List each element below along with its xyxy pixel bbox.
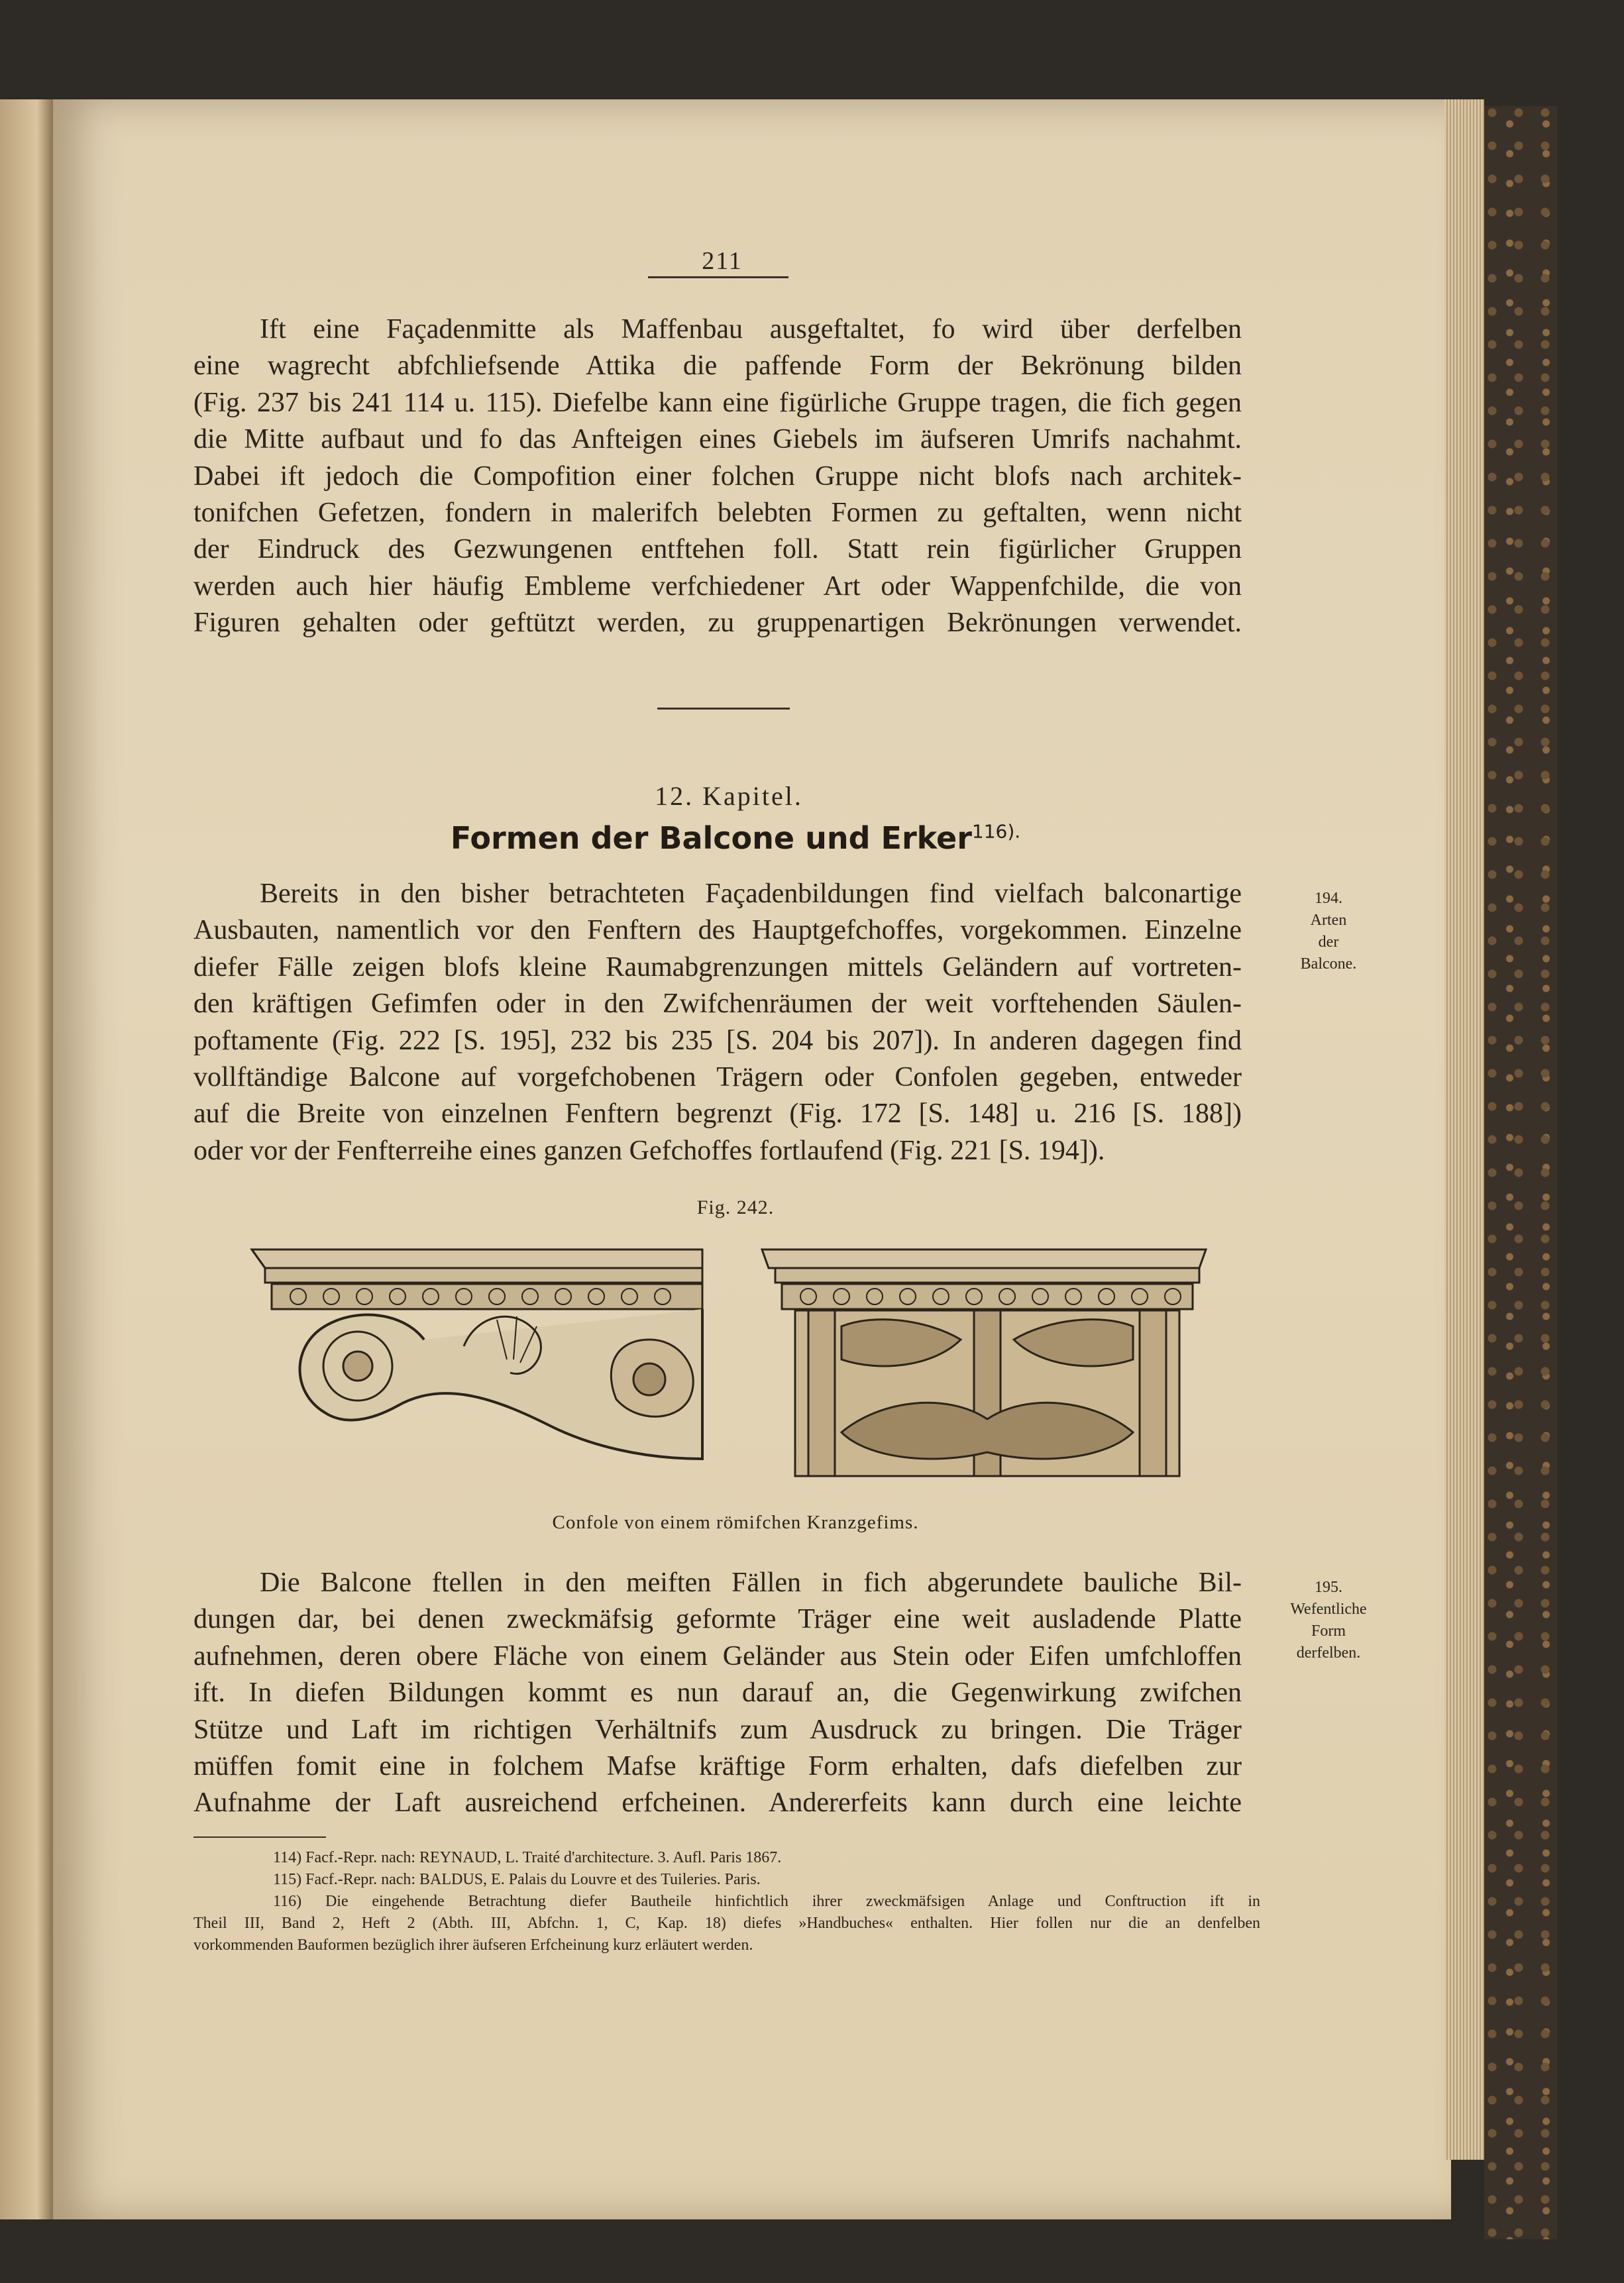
margin-note-line: Wefentliche xyxy=(1290,1601,1367,1618)
side-console-drawing xyxy=(252,1249,702,1459)
text-line: poftamente (Fig. 222 [S. 195], 232 bis 235 [S. 204 bis 207]). In anderen dagegen find xyxy=(193,1025,1242,1056)
footnote-116-continued: Theil III, Band 2, Heft 2 (Abth. III, Abfchn. 1, C, Kap. 18) diefes »Handbuches« enthalten. Hier follen nur die an denfelben xyxy=(193,1915,1260,1932)
paragraph-attika xyxy=(193,311,1242,642)
text-line: werden auch hier häufig Embleme verfchiedener Art oder Wappenfchilde, die von xyxy=(193,570,1242,602)
paragraph-balcone-intro xyxy=(193,876,1242,1169)
page-stack-edge xyxy=(1444,99,1484,2160)
text-line: Ift eine Façadenmitte als Maffenbau ausgeftaltet, fo wird über derfelben xyxy=(260,314,1242,345)
margin-note-line: der xyxy=(1318,933,1339,951)
chapter-title xyxy=(371,820,1100,856)
text-line: aufnehmen, deren obere Fläche von einem Geländer aus Stein oder Eifen umfchloffen xyxy=(193,1640,1242,1672)
chapter-number: 12. Kapitel. xyxy=(655,781,803,811)
chapter-title-text: Formen der Balcone und Erker xyxy=(450,820,972,856)
text-line: der Eindruck des Gezwungenen entftehen foll. Statt rein figürlicher Gruppen xyxy=(193,534,1242,565)
text-line: Ausbauten, namentlich vor den Fenftern des Hauptgefchoffes, vorgekommen. Einzelne xyxy=(193,915,1242,946)
section-divider xyxy=(657,708,790,710)
console-engraving xyxy=(245,1234,1213,1499)
footnote-rule xyxy=(193,1836,326,1838)
text-line: Bereits in den bisher betrachteten Façadenbildungen find vielfach balconartige xyxy=(260,878,1242,909)
margin-note-line: Form xyxy=(1311,1622,1346,1640)
facing-page-edge xyxy=(0,99,53,2219)
text-line: den kräftigen Gefimfen oder in den Zwifchenräumen der weit vorftehenden Säulen- xyxy=(193,988,1242,1020)
margin-note-line: derfelben. xyxy=(1296,1644,1361,1662)
text-line: oder vor der Fenfterreihe eines ganzen Gefchoffes fortlaufend (Fig. 221 [S. 194]). xyxy=(193,1135,1105,1166)
page-number-rule xyxy=(648,276,788,278)
page-number: 211 xyxy=(702,247,743,275)
footnotes xyxy=(193,1847,1260,1956)
footnote-116-end: vorkommenden Bauformen bezüglich ihrer äufseren Erfcheinung kurz erläutert werden. xyxy=(193,1937,753,1954)
margin-note-line: Balcone. xyxy=(1300,955,1357,973)
text-line: Stütze und Laft im richtigen Verhältnifs zum Ausdruck zu bringen. Die Träger xyxy=(193,1714,1242,1745)
margin-note-194 xyxy=(1275,888,1381,975)
text-line: eine wagrecht abfchliefsende Attika die paffende Form der Bekrönung bilden xyxy=(193,350,1242,382)
figure-label: Fig. 242. xyxy=(696,1196,775,1218)
margin-note-line: Arten xyxy=(1310,912,1347,929)
text-line: Aufnahme der Laft ausreichend erfcheinen. Andererfeits kann durch eine leichte xyxy=(193,1787,1242,1819)
text-line: Figuren gehalten oder geftützt werden, zu gruppenartigen Bekrönungen verwendet. xyxy=(193,608,1242,639)
text-line: Die Balcone ftellen in den meiften Fällen in fich abgerundete bauliche Bil- xyxy=(260,1567,1242,1598)
text-line: Dabei ift jedoch die Compofition einer folchen Gruppe nicht blofs nach architek- xyxy=(193,460,1242,492)
margin-note-line: 194. xyxy=(1315,890,1342,907)
text-line: tonifchen Gefetzen, fondern in malerifch belebten Formen zu geftalten, wenn nicht xyxy=(193,498,1242,529)
front-console-drawing xyxy=(762,1249,1206,1476)
text-line: ift. In diefen Bildungen kommt es nun darauf an, die Gegenwirkung zwifchen xyxy=(193,1677,1242,1709)
text-line: die Mitte aufbaut und fo das Anfteigen eines Giebels im äufseren Umrifs nachahmt. xyxy=(193,424,1242,455)
paragraph-balcone-form xyxy=(193,1565,1242,1822)
text-line: müffen fomit eine in folchem Mafse kräftige Form erhalten, dafs diefelben zur xyxy=(193,1751,1242,1782)
text-line: vollftändige Balcone auf vorgefchobenen Trägern oder Confolen gegeben, entweder xyxy=(193,1062,1242,1093)
text-line: diefer Fälle zeigen blofs kleine Raumabgrenzungen mittels Geländern auf vortreten- xyxy=(193,951,1242,982)
text-line: dungen dar, bei denen zweckmäfsig geformte Träger eine weit ausladende Platte xyxy=(193,1604,1242,1635)
margin-note-195 xyxy=(1275,1577,1381,1664)
footnote-115: 115) Facf.-Repr. nach: BALDUS, E. Palais du Louvre et des Tuileries. Paris. xyxy=(273,1871,761,1888)
footnote-114: 114) Facf.-Repr. nach: REYNAUD, L. Traité d'architecture. 3. Aufl. Paris 1867. xyxy=(273,1849,782,1866)
text-line: auf die Breite von einzelnen Fenftern begrenzt (Fig. 172 [S. 148] u. 216 [S. 188]) xyxy=(193,1098,1242,1130)
figure-caption: Confole von einem römifchen Kranzgefims. xyxy=(552,1512,919,1533)
footnote-116: 116) Die eingehende Betrachtung diefer Bautheile hinfichtlich ihrer zweckmäfsigen Anlage und Conftruction ift in xyxy=(273,1893,1260,1910)
chapter-title-footnote-ref: 116). xyxy=(971,820,1021,843)
margin-note-line: 195. xyxy=(1315,1579,1342,1596)
text-line: (Fig. 237 bis 241 114 u. 115). Diefelbe kann eine figürliche Gruppe tragen, die fich gegen xyxy=(193,387,1242,418)
book-cover-binding xyxy=(1484,106,1557,2239)
